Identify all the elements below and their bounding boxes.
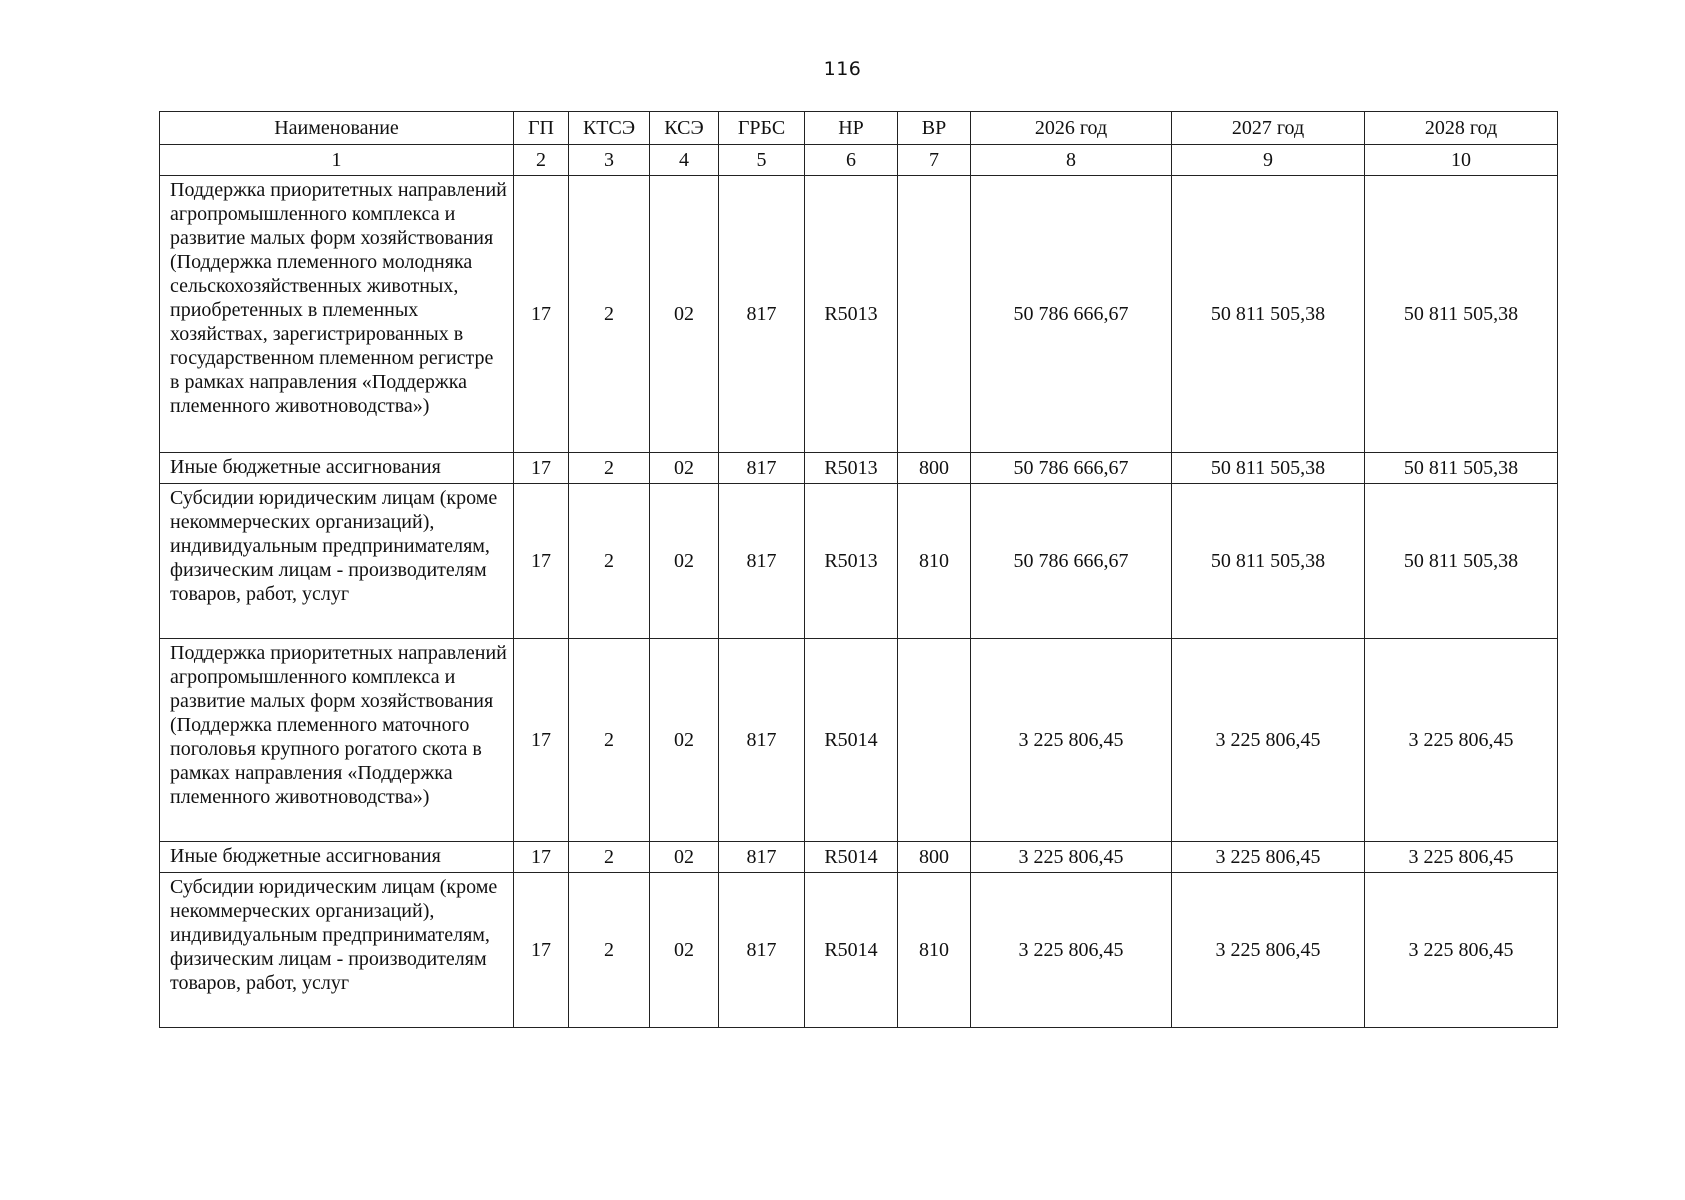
row-gp: 17 [514,453,569,484]
header-nr: НР [805,112,898,145]
row-2028: 50 811 505,38 [1365,484,1558,639]
row-2026: 50 786 666,67 [971,176,1172,453]
row-ktse: 2 [569,176,650,453]
column-number: 8 [971,145,1172,176]
row-vr: 800 [898,842,971,873]
column-number: 4 [650,145,719,176]
row-2028: 3 225 806,45 [1365,842,1558,873]
row-2027: 3 225 806,45 [1172,842,1365,873]
row-kse: 02 [650,176,719,453]
row-2027: 3 225 806,45 [1172,873,1365,1028]
column-number: 10 [1365,145,1558,176]
header-row [160,112,1558,145]
header-2028: 2028 год [1365,112,1558,145]
header-ktse: КТСЭ [569,112,650,145]
header-gp: ГП [514,112,569,145]
row-name: Иные бюджетные ассигнования [160,453,514,484]
row-vr: 810 [898,873,971,1028]
header-2027: 2027 год [1172,112,1365,145]
column-number-row [160,145,1558,176]
row-2027: 50 811 505,38 [1172,176,1365,453]
row-2027: 50 811 505,38 [1172,484,1365,639]
header-name: Наименование [160,112,514,145]
row-ktse: 2 [569,484,650,639]
row-2027: 50 811 505,38 [1172,453,1365,484]
budget-table [159,111,1558,1028]
column-number: 3 [569,145,650,176]
row-kse: 02 [650,873,719,1028]
header-vr: ВР [898,112,971,145]
row-grbs: 817 [719,176,805,453]
row-2028: 50 811 505,38 [1365,453,1558,484]
row-vr [898,176,971,453]
column-number: 9 [1172,145,1365,176]
header-2026: 2026 год [971,112,1172,145]
row-2028: 50 811 505,38 [1365,176,1558,453]
row-grbs: 817 [719,639,805,842]
row-2026: 50 786 666,67 [971,453,1172,484]
column-number: 7 [898,145,971,176]
row-2028: 3 225 806,45 [1365,639,1558,842]
row-kse: 02 [650,639,719,842]
table-row [160,176,1558,453]
table-row [160,873,1558,1028]
row-grbs: 817 [719,484,805,639]
row-kse: 02 [650,842,719,873]
row-gp: 17 [514,842,569,873]
row-nr: R5014 [805,639,898,842]
table-row [160,453,1558,484]
row-ktse: 2 [569,873,650,1028]
row-nr: R5013 [805,176,898,453]
row-2026: 3 225 806,45 [971,842,1172,873]
row-vr: 810 [898,484,971,639]
row-gp: 17 [514,639,569,842]
row-2026: 3 225 806,45 [971,873,1172,1028]
column-number: 5 [719,145,805,176]
row-gp: 17 [514,176,569,453]
row-ktse: 2 [569,453,650,484]
row-2026: 50 786 666,67 [971,484,1172,639]
row-grbs: 817 [719,873,805,1028]
column-number: 6 [805,145,898,176]
table-row [160,484,1558,639]
table-row [160,842,1558,873]
row-kse: 02 [650,453,719,484]
row-kse: 02 [650,484,719,639]
header-kse: КСЭ [650,112,719,145]
page-number: 116 [823,58,862,80]
row-2027: 3 225 806,45 [1172,639,1365,842]
column-number: 2 [514,145,569,176]
table-row [160,639,1558,842]
column-number: 1 [160,145,514,176]
row-gp: 17 [514,873,569,1028]
row-ktse: 2 [569,639,650,842]
row-2028: 3 225 806,45 [1365,873,1558,1028]
row-nr: R5014 [805,842,898,873]
row-nr: R5013 [805,484,898,639]
row-grbs: 817 [719,842,805,873]
row-gp: 17 [514,484,569,639]
row-name: Поддержка приоритетных направлений агропромышленного комплекса и развитие малых форм хозяйствования (Поддержка племенного молодняка сельскохозяйственных животных, приобретенных в племенных хозяйствах, зарегистрированных в государственном племенном регистре в рамках направления «Поддержка племенного животноводства») [160,176,514,453]
row-2026: 3 225 806,45 [971,639,1172,842]
row-nr: R5013 [805,453,898,484]
row-name: Субсидии юридическим лицам (кроме некоммерческих организаций), индивидуальным предпринимателям, физическим лицам - производителям товаров, работ, услуг [160,873,514,1028]
row-name: Субсидии юридическим лицам (кроме некоммерческих организаций), индивидуальным предпринимателям, физическим лицам - производителям товаров, работ, услуг [160,484,514,639]
row-vr: 800 [898,453,971,484]
header-grbs: ГРБС [719,112,805,145]
row-name: Поддержка приоритетных направлений агропромышленного комплекса и развитие малых форм хозяйствования (Поддержка племенного маточного поголовья крупного рогатого скота в рамках направления «Поддержка племенного животноводства») [160,639,514,842]
row-vr [898,639,971,842]
row-name: Иные бюджетные ассигнования [160,842,514,873]
row-grbs: 817 [719,453,805,484]
row-ktse: 2 [569,842,650,873]
row-nr: R5014 [805,873,898,1028]
